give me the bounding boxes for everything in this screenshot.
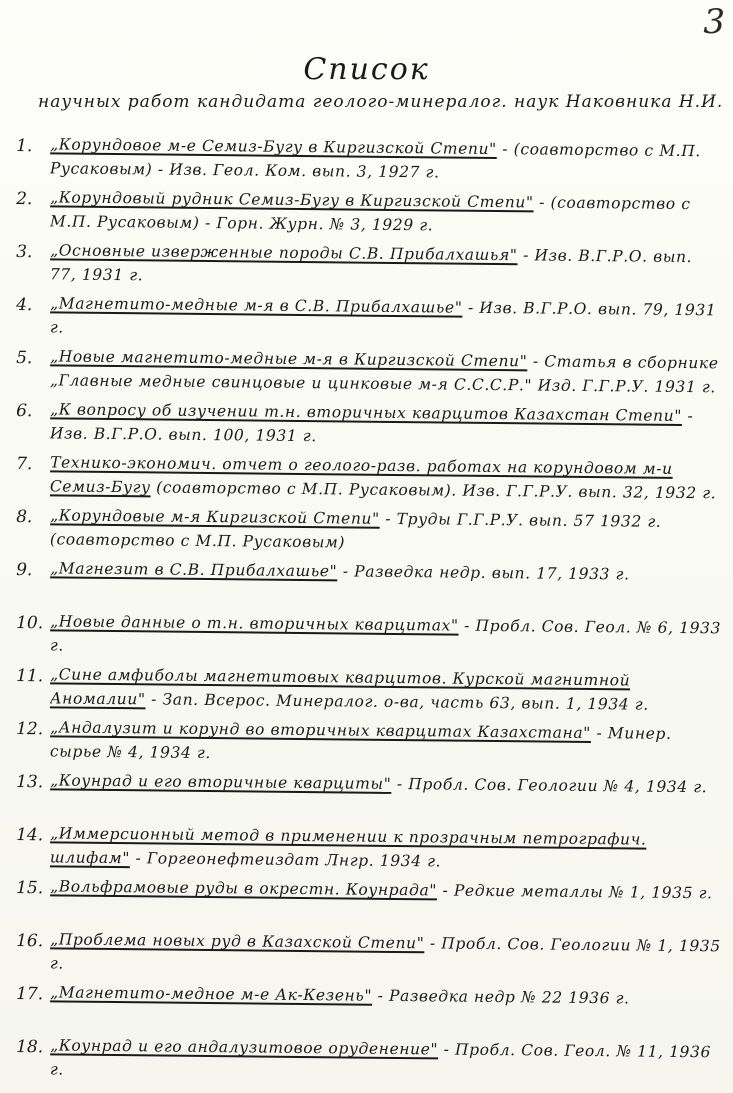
entry-details: - Пробл. Сов. Геологии № 4, 1934 г. <box>391 774 708 797</box>
entry-details: - Пробл. Сов. Геол. № 11, 1936 г. <box>49 1040 712 1079</box>
entry-number: 13. <box>16 772 44 793</box>
entry-details: - Зап. Всерос. Минералог. о-ва, часть 63, вып. 1, 1934 г. <box>145 690 649 714</box>
entry-text <box>50 238 723 295</box>
list-item <box>16 397 724 457</box>
entry-title: „Новые магнетито-медные м-я в Киргизской Степи" <box>50 347 528 371</box>
entry-number: 17. <box>16 984 44 1005</box>
entry-number: 4. <box>16 295 33 316</box>
entry-details: - Разведка недр № 22 1936 г. <box>372 986 630 1008</box>
entry-text <box>50 450 723 507</box>
entry-text <box>50 927 723 984</box>
entry-text <box>50 344 723 401</box>
list-item <box>16 238 724 298</box>
entry-number: 9. <box>16 560 33 581</box>
list-item <box>16 927 724 987</box>
entry-details: - Изв. В.Г.Р.О. вып. 77, 1931 г. <box>49 246 693 285</box>
list-item <box>16 503 724 563</box>
list-item <box>16 609 724 669</box>
entry-number: 3. <box>16 242 33 263</box>
list-item <box>16 874 724 934</box>
list-item <box>16 132 724 192</box>
entry-text <box>50 768 723 825</box>
page-number: 3 <box>703 2 725 42</box>
list-item <box>16 185 724 245</box>
list-item <box>16 662 724 722</box>
entry-number: 18. <box>16 1037 44 1058</box>
list-item <box>16 768 724 828</box>
list-item <box>16 556 724 616</box>
entry-number: 8. <box>16 507 33 528</box>
entry-text <box>50 980 723 1037</box>
publication-list <box>16 132 723 1086</box>
entry-details: - Горгеонефтеиздат Лнгр. 1934 г. <box>129 849 442 871</box>
entry-details: - Изв. В.Г.Р.О. вып. 79, 1931 г. <box>49 298 717 337</box>
list-item <box>16 821 724 881</box>
entry-details: - Разведка недр. вып. 17, 1933 г. <box>337 562 630 584</box>
entry-number: 7. <box>16 454 33 475</box>
entry-title: „Основные изверженные породы С.В. Прибалхашья" <box>50 241 518 265</box>
entry-number: 16. <box>16 931 44 952</box>
entry-text <box>50 715 723 772</box>
entry-text <box>50 662 723 719</box>
list-item <box>16 980 724 1040</box>
list-item <box>16 291 724 351</box>
entry-text <box>50 609 723 666</box>
list-item <box>16 450 724 510</box>
entry-title: „К вопросу об изучении т.н. вторичных кварцитов Казахстан Степи" <box>50 400 683 425</box>
entry-details: - Пробл. Сов. Геол. № 6, 1933 г. <box>49 616 722 655</box>
entry-details: (соавторство с М.П. Русаковым). Изв. Г.Г.Р.У. вып. 32, 1932 г. <box>150 478 717 503</box>
list-item <box>16 1033 724 1093</box>
entry-number: 6. <box>16 401 33 422</box>
entry-details: - Минер. сырье № 4, 1934 г. <box>49 724 672 763</box>
entry-number: 12. <box>16 719 44 740</box>
entry-number: 14. <box>16 825 44 846</box>
list-item <box>16 715 724 775</box>
entry-details: - Труды Г.Г.Р.У. вып. 57 1932 г. (соавторство с М.П. Русаковым) <box>49 509 662 552</box>
entry-text <box>50 132 723 189</box>
entry-text <box>50 503 723 560</box>
entry-text <box>50 1033 723 1090</box>
page-title: Список <box>303 52 430 87</box>
entry-title: „Магнетито-медное м-е Ак-Кезень" <box>50 983 373 1005</box>
entry-number: 15. <box>16 878 44 899</box>
entry-text <box>50 874 723 931</box>
entry-details: - Изв. В.Г.Р.О. вып. 100, 1931 г. <box>49 406 694 446</box>
entry-number: 11. <box>16 666 44 687</box>
entry-title: „Иммерсионный метод в применении к прозрачным петрографич. шлифам" <box>49 824 647 868</box>
entry-text <box>50 185 723 242</box>
entry-title: „Андалузит и корунд во вторичных кварцитах Казахстана" <box>50 718 592 743</box>
entry-text <box>50 556 723 613</box>
list-item <box>16 344 724 404</box>
entry-text <box>50 397 723 454</box>
entry-title: Технико-экономич. отчет о геолого-разв. работах на корундовом м-и Семиз-Бугу <box>49 453 673 497</box>
entry-title: „Вольфрамовые руды в окрестн. Коунрада" <box>50 877 438 900</box>
entry-number: 10. <box>16 613 44 634</box>
entry-title: „Магнезит в С.В. Прибалхашье" <box>50 559 338 581</box>
entry-title: „Проблема новых руд в Казахской Степи" <box>50 930 425 953</box>
entry-number: 2. <box>16 189 33 210</box>
entry-details: - (соавторство с М.П. Русаковым) - Изв. Геол. Ком. вып. 3, 1927 г. <box>49 140 701 182</box>
page-subtitle: научных работ кандидата геолого-минералог. наук Наковника Н.И. <box>38 92 724 112</box>
entry-title: „Корундовые м-я Киргизской Степи" <box>50 506 380 528</box>
entry-details: - Пробл. Сов. Геологии № 1, 1935 г. <box>49 934 721 973</box>
entry-details: - (соавторство с М.П. Русаковым) - Горн. Журн. № 3, 1929 г. <box>49 193 691 235</box>
entry-title: „Сине амфиболы магнетитовых кварцитов. Курской магнитной Аномалии" <box>49 665 631 709</box>
entry-title: „Новые данные о т.н. вторичных кварцитах" <box>50 612 459 635</box>
entry-title: „Корундовый рудник Семиз-Бугу в Киргизской Степи" <box>50 188 534 212</box>
entry-title: „Корундовое м-е Семиз-Бугу в Киргизской Степи" <box>50 135 497 159</box>
entry-title: „Магнетито-медные м-я в С.В. Прибалхашье" <box>50 294 463 317</box>
entry-text <box>50 821 723 878</box>
entry-text <box>50 291 723 348</box>
entry-details: - Статья в сборнике „Главные медные свинцовые и цинковые м-я С.С.С.Р." Изд. Г.Г.Р.У. 1931 г. <box>49 352 719 397</box>
entry-title: „Коунрад и его вторичные кварциты" <box>50 771 392 793</box>
entry-number: 5. <box>16 348 33 369</box>
entry-number: 1. <box>16 136 33 157</box>
entry-details: - Редкие металлы № 1, 1935 г. <box>436 881 713 903</box>
entry-title: „Коунрад и его андалузитовое оруденение" <box>50 1036 439 1059</box>
